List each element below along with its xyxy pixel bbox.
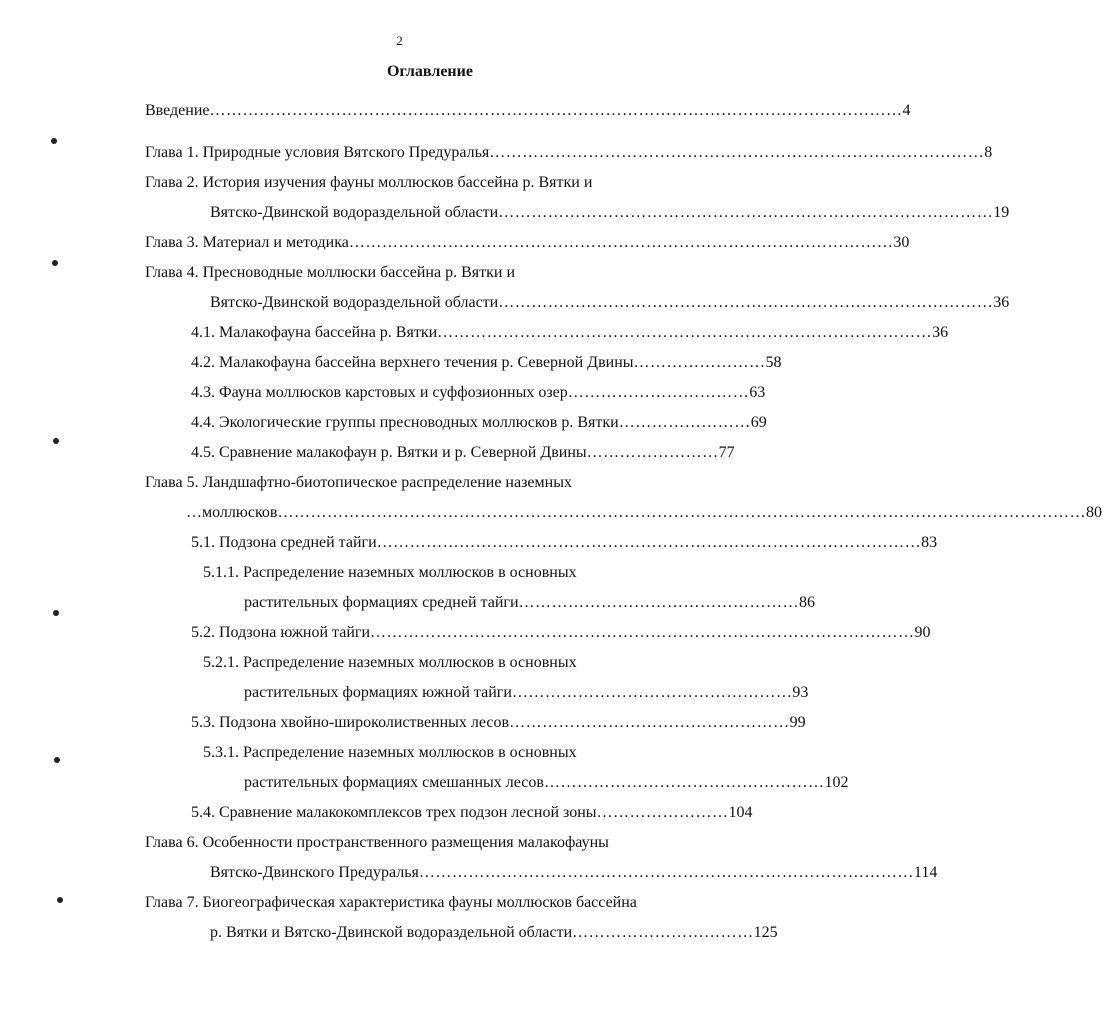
toc-page-number: 90 (914, 624, 931, 641)
toc-entry-text: растительных формациях южной тайги (244, 684, 512, 701)
toc-entry-chapter-3[interactable] (145, 233, 910, 253)
toc-entry-subsection-5-3-1-line-1[interactable]: 5.3.1. Распределение наземных моллюсков в основных (203, 744, 577, 761)
toc-entry-text: Вятско-Двинского Предуралья (210, 864, 419, 881)
toc-page-number: 80 (1085, 504, 1102, 521)
toc-entry-text: Введение (145, 102, 210, 119)
binder-hole-mark (53, 438, 59, 444)
toc-entry-chapter-5[interactable] (186, 503, 1102, 523)
toc-page-number: 102 (824, 774, 849, 791)
toc-entry-text: Глава 1. Природные условия Вятского Предуралья (145, 144, 490, 161)
toc-entry-text: растительных формациях средней тайги (244, 594, 519, 611)
toc-entry-subsection-5-1-1-line-1[interactable]: 5.1.1. Распределение наземных моллюсков в основных (203, 564, 577, 581)
dot-leader: ……………………………………………………………………………… (498, 204, 994, 221)
toc-entry-chapter-7[interactable] (210, 923, 778, 943)
toc-page-number: 36 (932, 324, 949, 341)
toc-entry-text: …моллюсков (186, 504, 278, 521)
page-title: Оглавление (387, 63, 473, 80)
toc-page-number: 86 (799, 594, 816, 611)
toc-page-number: 69 (750, 414, 767, 431)
dot-leader: ……………………………………………………………………………………… (370, 624, 915, 641)
toc-page-number: 4 (902, 102, 911, 119)
dot-leader: …………………………………………… (543, 774, 825, 791)
toc-entry-subsection-5-3-1[interactable] (244, 773, 849, 793)
toc-entry-chapter-6-line-1[interactable]: Глава 6. Особенности пространственного размещения малакофауны (145, 834, 609, 851)
toc-entry-text: 5.4. Сравнение малакокомплексов трех подзон лесной зоны (191, 804, 597, 821)
toc-entry-subsection-5-2-1-line-1[interactable]: 5.2.1. Распределение наземных моллюсков в основных (203, 654, 577, 671)
toc-page-number: 114 (913, 864, 938, 881)
toc-entry-text: Вятско-Двинской водораздельной области (210, 294, 499, 311)
dot-leader: …………………………………………… (509, 714, 790, 731)
dot-leader: ……………………………………………………………………………… (489, 144, 985, 161)
toc-entry-chapter-5-line-1[interactable]: Глава 5. Ландшафтно-биотопическое распределение наземных (145, 474, 572, 491)
dot-leader: ……………………………………………………………………………… (418, 864, 914, 881)
dot-leader: ………………………………………………………………………………………………………………………………… (277, 504, 1086, 521)
toc-entry-chapter-4[interactable] (210, 293, 1010, 313)
toc-entry-section-4-5[interactable] (191, 443, 735, 463)
toc-page-number: 125 (753, 924, 778, 941)
toc-entry-chapter-1[interactable] (145, 143, 993, 163)
toc-entry-section-5-2[interactable] (191, 623, 931, 643)
toc-entry-subsection-5-1-1[interactable] (244, 593, 816, 613)
toc-entry-text: 4.4. Экологические группы пресноводных моллюсков р. Вятки (191, 414, 619, 431)
toc-entry-text: р. Вятки и Вятско-Двинской водораздельной области (210, 924, 573, 941)
toc-entry-section-5-3[interactable] (191, 713, 806, 733)
binder-hole-mark (57, 897, 63, 903)
toc-page-number: 58 (765, 354, 782, 371)
dot-leader: ……………………………………………………………………………………… (348, 234, 894, 251)
toc-page-number: 83 (921, 534, 938, 551)
toc-entry-text: 5.2. Подзона южной тайги (191, 624, 371, 641)
toc-entry-chapter-7-line-1[interactable]: Глава 7. Биогеографическая характеристика фауны моллюсков бассейна (145, 894, 637, 911)
toc-entry-subsection-5-2-1[interactable] (244, 683, 809, 703)
binder-hole-mark (52, 260, 58, 266)
toc-page-number: 8 (984, 144, 993, 161)
toc-entry-chapter-2-line-1[interactable]: Глава 2. История изучения фауны моллюсков бассейна р. Вятки и (145, 174, 593, 191)
page-number: 2 (396, 33, 403, 48)
toc-page-number: 36 (993, 294, 1010, 311)
toc-entry-text: 4.1. Малакофауна бассейна р. Вятки (191, 324, 438, 341)
toc-entry-section-4-3[interactable] (191, 383, 766, 403)
dot-leader: ……………………………………………………………………………………… (376, 534, 922, 551)
binder-hole-mark (51, 138, 57, 144)
toc-entry-text: 5.1. Подзона средней тайги (191, 534, 377, 551)
toc-entry-section-5-1[interactable] (191, 533, 938, 553)
toc-entry-chapter-6[interactable] (210, 863, 938, 883)
binder-hole-mark (54, 757, 60, 763)
dot-leader: …………………… (618, 414, 751, 431)
toc-entry-section-4-4[interactable] (191, 413, 767, 433)
dot-leader: ……………………………………………………………………………… (437, 324, 933, 341)
toc-page-number: 63 (749, 384, 766, 401)
toc-page-number: 30 (893, 234, 910, 251)
toc-entry-text: 4.3. Фауна моллюсков карстовых и суффозионных озер (191, 384, 568, 401)
dot-leader: …………………… (633, 354, 766, 371)
toc-entry-section-4-2[interactable] (191, 353, 782, 373)
dot-leader: …………………………… (567, 384, 750, 401)
toc-entry-intro[interactable] (145, 101, 911, 121)
toc-entry-section-5-4[interactable] (191, 803, 753, 823)
toc-entry-text: 4.5. Сравнение малакофаун р. Вятки и р. Северной Двины (191, 444, 587, 461)
toc-page-number: 104 (728, 804, 753, 821)
binder-hole-mark (53, 610, 59, 616)
dot-leader: …………………… (586, 444, 719, 461)
dot-leader: …………………………………………… (518, 594, 800, 611)
toc-entry-text: 5.3. Подзона хвойно-широколиственных лесов (191, 714, 510, 731)
toc-entry-section-4-1[interactable] (191, 323, 949, 343)
toc-entry-text: Глава 3. Материал и методика (145, 234, 349, 251)
toc-page-number: 99 (789, 714, 806, 731)
toc-page-number: 93 (792, 684, 809, 701)
dot-leader: …………………………… (572, 924, 754, 941)
toc-entry-text: Вятско-Двинской водораздельной области (210, 204, 499, 221)
toc-entry-text: растительных формациях смешанных лесов (244, 774, 544, 791)
toc-entry-text: 4.2. Малакофауна бассейна верхнего течения р. Северной Двины (191, 354, 634, 371)
toc-page-number: 19 (993, 204, 1010, 221)
dot-leader: ……………………………………………………………………………… (498, 294, 994, 311)
dot-leader: …………………… (596, 804, 729, 821)
toc-entry-chapter-2[interactable] (210, 203, 1010, 223)
toc-entry-chapter-4-line-1[interactable]: Глава 4. Пресноводные моллюски бассейна р. Вятки и (145, 264, 515, 281)
dot-leader: ……………………………………………………………………………………………………………… (209, 102, 903, 119)
toc-page-number: 77 (718, 444, 735, 461)
dot-leader: …………………………………………… (511, 684, 793, 701)
